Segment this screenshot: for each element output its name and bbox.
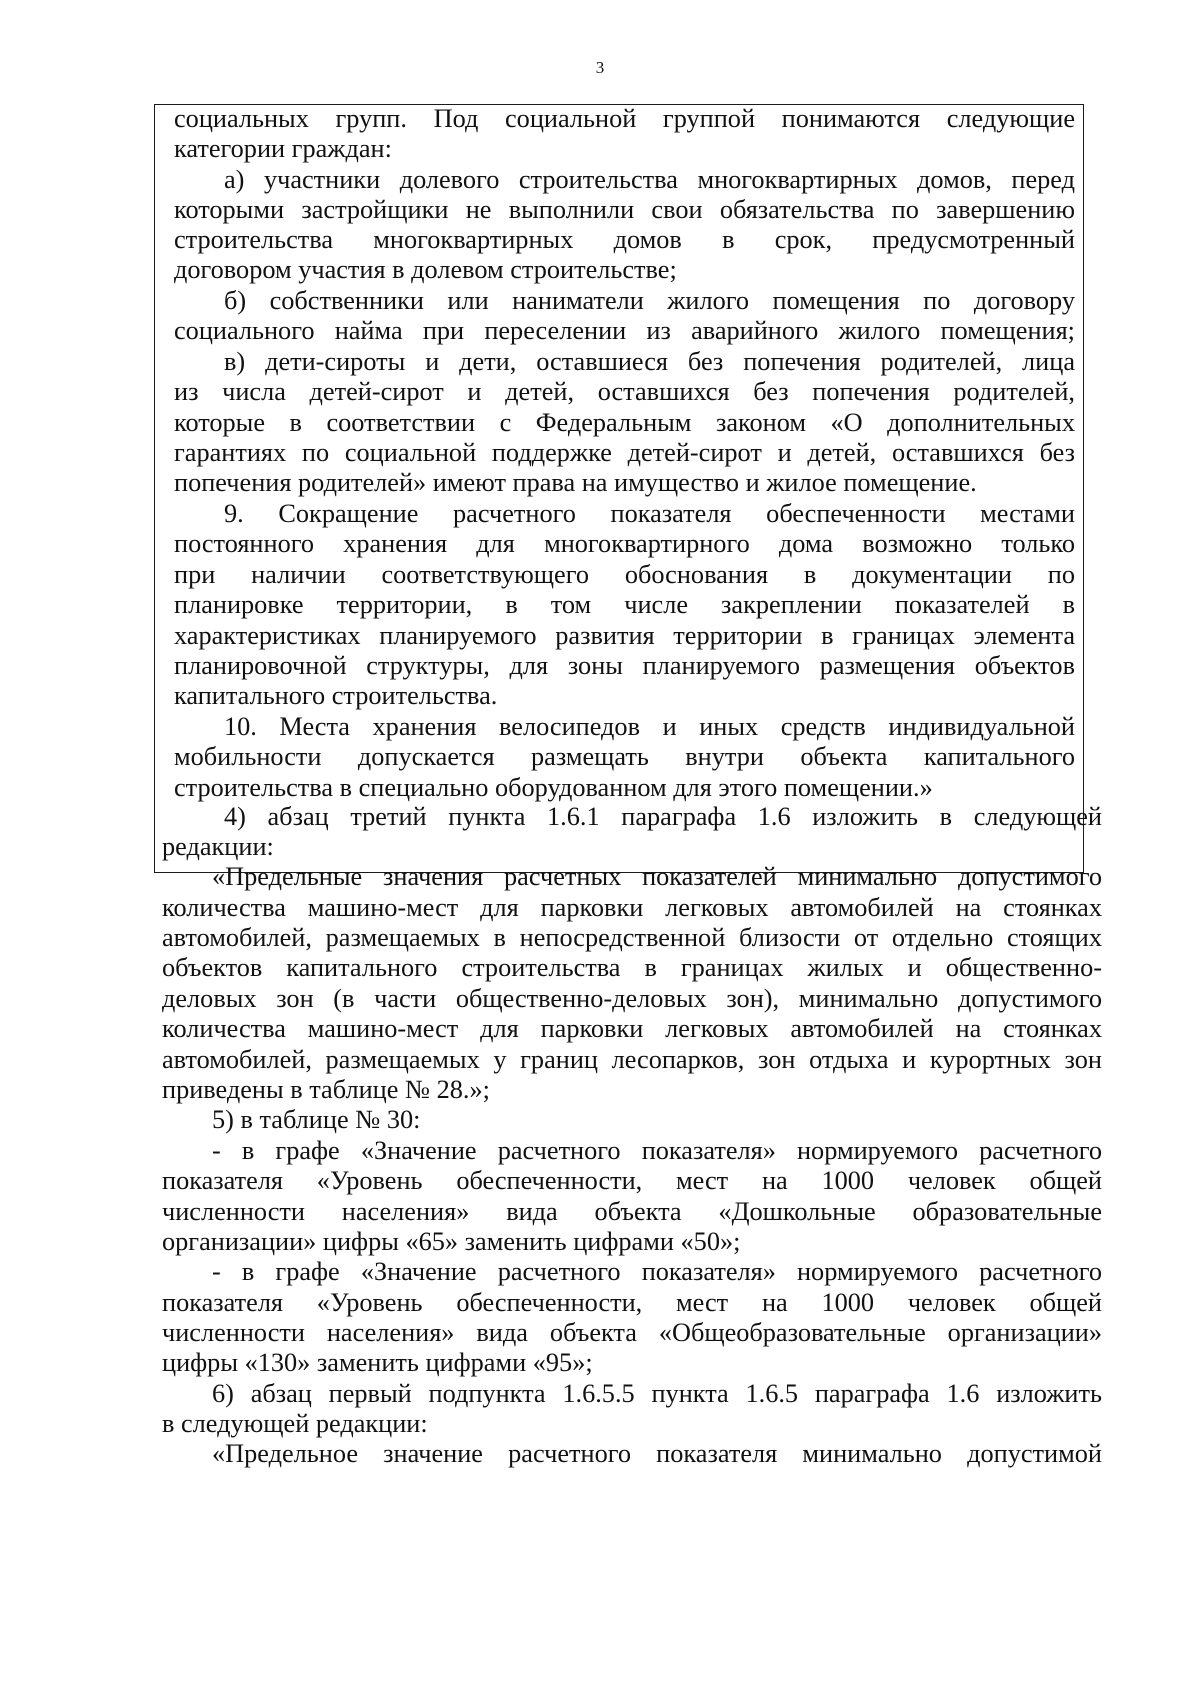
text-line: «Предельное значение расчетного показателя минимально допустимой: [212, 1439, 1102, 1468]
text-line: показателя «Уровень обеспеченности, мест на 1000 человек общей: [162, 1288, 1102, 1317]
text-line: договором участия в долевом строительстве;: [174, 255, 677, 284]
text-line: мобильности допускается размещать внутри объекта капитального: [174, 742, 1075, 771]
text-line: автомобилей, размещаемых у границ лесопарков, зон отдыха и курортных зон: [162, 1045, 1102, 1074]
text-line: количества машино-мест для парковки легковых автомобилей на стоянках: [162, 893, 1102, 922]
text-line: показателя «Уровень обеспеченности, мест на 1000 человек общей: [162, 1166, 1102, 1195]
text-line: гарантиях по социальной поддержке детей-сирот и детей, оставшихся без: [174, 438, 1075, 467]
text-line: планировочной структуры, для зоны планируемого размещения объектов: [174, 651, 1075, 680]
text-line: а) участники долевого строительства многоквартирных домов, перед: [224, 165, 1075, 194]
text-line: б) собственники или наниматели жилого помещения по договору: [224, 286, 1075, 315]
text-line: в следующей редакции:: [162, 1409, 428, 1438]
text-line: в) дети-сироты и дети, оставшиеся без попечения родителей, лица: [224, 347, 1075, 376]
text-line: попечения родителей» имеют права на имущество и жилое помещение.: [174, 468, 977, 497]
text-line: численности населения» вида объекта «Дошкольные образовательные: [162, 1197, 1102, 1226]
text-line: деловых зон (в части общественно-деловых зон), минимально допустимого: [162, 984, 1102, 1013]
text-line: планировке территории, в том числе закреплении показателей в: [174, 590, 1075, 619]
text-line: «Предельные значения расчетных показателей минимально допустимого: [212, 862, 1102, 891]
text-line: характеристиках планируемого развития территории в границах элемента: [174, 621, 1075, 650]
text-line: 9. Сокращение расчетного показателя обеспеченности местами: [224, 499, 1075, 528]
text-line: - в графе «Значение расчетного показателя» нормируемого расчетного: [212, 1257, 1102, 1286]
text-line: цифры «130» заменить цифрами «95»;: [162, 1348, 593, 1377]
text-line: из числа детей-сирот и детей, оставшихся без попечения родителей,: [174, 377, 1075, 406]
text-line: при наличии соответствующего обоснования в документации по: [174, 560, 1075, 589]
text-line: 6) абзац первый подпункта 1.6.5.5 пункта 1.6.5 параграфа 1.6 изложить: [212, 1379, 1102, 1408]
text-line: строительства в специально оборудованном для этого помещении.»: [174, 773, 933, 802]
text-line: которые в соответствии с Федеральным законом «О дополнительных: [174, 408, 1075, 437]
text-line: - в графе «Значение расчетного показателя» нормируемого расчетного: [212, 1136, 1102, 1165]
text-line: 10. Места хранения велосипедов и иных средств индивидуальной: [224, 712, 1075, 741]
page-number: 3: [595, 58, 605, 77]
text-line: численности населения» вида объекта «Общеобразовательные организации»: [162, 1318, 1102, 1347]
text-line: редакции:: [162, 832, 274, 861]
text-line: объектов капитального строительства в границах жилых и общественно-: [162, 953, 1102, 982]
text-line: категории граждан:: [174, 134, 392, 163]
text-line: организации» цифры «65» заменить цифрами «50»;: [162, 1227, 741, 1256]
text-line: 4) абзац третий пункта 1.6.1 параграфа 1.6 изложить в следующей: [224, 802, 1102, 831]
text-line: постоянного хранения для многоквартирного дома возможно только: [174, 529, 1075, 558]
text-line: которыми застройщики не выполнили свои обязательства по завершению: [174, 195, 1075, 224]
text-line: приведены в таблице № 28.»;: [162, 1075, 490, 1104]
text-line: социальных групп. Под социальной группой понимаются следующие: [174, 104, 1075, 133]
text-line: автомобилей, размещаемых в непосредственной близости от отдельно стоящих: [162, 923, 1102, 952]
text-line: капитального строительства.: [174, 681, 498, 710]
text-line: количества машино-мест для парковки легковых автомобилей на стоянках: [162, 1014, 1102, 1043]
text-line: строительства многоквартирных домов в срок, предусмотренный: [174, 225, 1075, 254]
text-line: социального найма при переселении из аварийного жилого помещения;: [174, 316, 1075, 345]
text-line: 5) в таблице № 30:: [212, 1105, 421, 1134]
